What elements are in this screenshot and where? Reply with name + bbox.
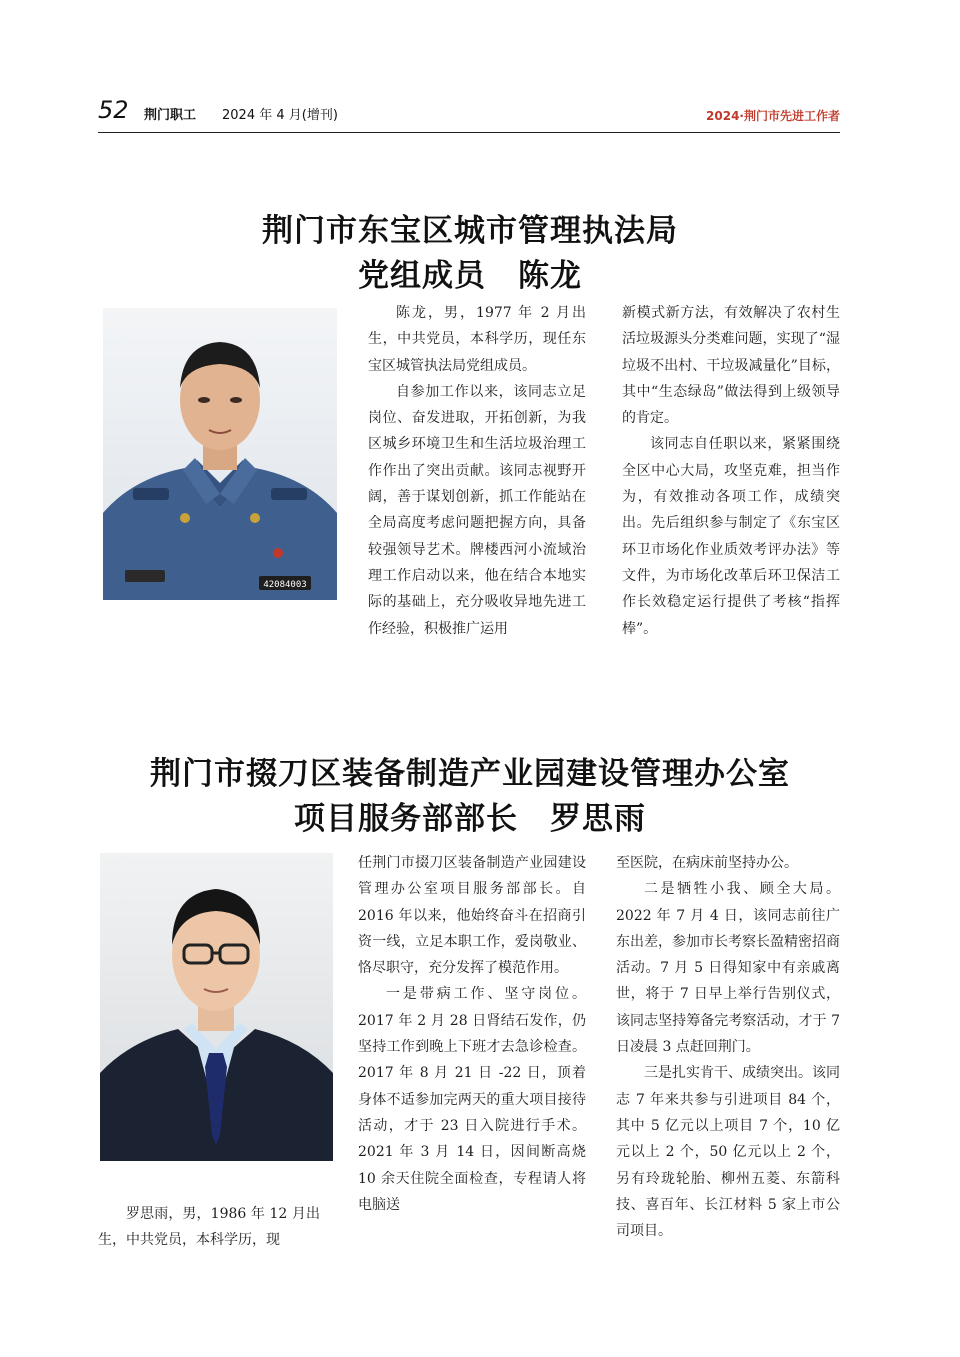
- article1-col2-paragraph2: 该同志自任职以来，紧紧围绕全区中心大局，攻坚克难，担当作为，有效推动各项工作，成绩突出。先后组织参与制定了《东宝区环卫市场化作业质效考评办法》等文件，为市场化改革后环卫保洁工作长效稳定运行提供了考核“指挥棒”。: [622, 436, 840, 637]
- article1-column2: [622, 300, 840, 642]
- article2-col1-paragraph1: 任荆门市掇刀区装备制造产业园建设管理办公室项目服务部部长。自 2016 年以来，他始终奋斗在招商引资一线，立足本职工作，爱岗敬业、恪尽职守，充分发挥了模范作用。: [358, 855, 586, 977]
- article2-column1: [358, 850, 586, 1218]
- article1-col1-paragraph1: 陈龙，男，1977 年 2 月出生，中共党员，本科学历，现任东宝区城管执法局党组成员。: [368, 305, 586, 374]
- badge-number: 42084003: [263, 580, 307, 590]
- issue-label: 2024 年 4 月(增刊): [222, 108, 338, 123]
- portrait-photo-luo-siyu: [100, 853, 333, 1161]
- article2-column2: [616, 850, 840, 1244]
- portrait-image-1: [103, 308, 337, 600]
- portrait-image-2: [100, 853, 333, 1161]
- article2-left-paragraph1: 罗思雨，男，1986 年 12 月出生，中共党员，本科学历，现: [98, 1206, 320, 1249]
- article1-title-line1: 荆门市东宝区城市管理执法局: [262, 213, 678, 249]
- article2-col1-paragraph2: 一是带病工作、坚守岗位。2017 年 2 月 28 日肾结石发作，仍坚持工作到晚上下班才去急诊检查。2017 年 8 月 21 日 -22 日，顶着身体不适参加完两天的重大项目接待活动，才于 23 日入院进行手术。2021 年 3 月 14 日，因间断高烧 10 余天住院全面检查，专程请人将电脑送: [358, 986, 586, 1213]
- article2-title-line2: 项目服务部部长 罗思雨: [294, 801, 646, 837]
- page-header: [98, 92, 840, 132]
- portrait-photo-chen-long: [103, 308, 337, 600]
- article1-col2-paragraph1: 新模式新方法，有效解决了农村生活垃圾源头分类难问题，实现了“湿垃圾不出村、干垃圾减量化”目标，其中“生态绿岛”做法得到上级领导的肯定。: [622, 305, 840, 427]
- article1-title-line2: 党组成员 陈龙: [358, 258, 582, 294]
- article2-col2-paragraph1: 至医院，在病床前坚持办公。: [616, 855, 798, 871]
- article2-col2-paragraph2: 二是牺牲小我、顾全大局。2022 年 7 月 4 日，该同志前往广东出差，参加市长考察长盈精密招商活动。7 月 5 日得知家中有亲戚离世，将于 7 日早上举行告别仪式，该同志坚持筹备完考察活动，才于 7 日凌晨 3 点赶回荆门。: [616, 881, 840, 1056]
- section-tag: 2024·荆门市先进工作者: [706, 109, 840, 123]
- article1-column1: [368, 300, 586, 642]
- article1-col1-paragraph2: 自参加工作以来，该同志立足岗位、奋发进取，开拓创新，为我区城乡环境卫生和生活垃圾治理工作作出了突出贡献。该同志视野开阔，善于谋划创新，抓工作能站在全局高度考虑问题把握方向，具备较强领导艺术。牌楼西河小流域治理工作启动以来，他在结合本地实际的基础上，充分吸收异地先进工作经验，积极推广运用: [368, 383, 586, 637]
- article2-title-line1: 荆门市掇刀区装备制造产业园建设管理办公室: [150, 756, 790, 792]
- header-divider: [98, 132, 840, 133]
- journal-name: 荆门职工: [144, 108, 197, 123]
- page-number: 52: [98, 96, 129, 124]
- article2-col2-paragraph3: 三是扎实肯干、成绩突出。该同志 7 年来共参与引进项目 84 个，其中 5 亿元以上项目 7 个，10 亿元以上 2 个，50 亿元以上 2 个，另有玲珑轮胎、柳州五菱、东箭科技、喜百年、长江材料 5 家上市公司项目。: [616, 1065, 840, 1240]
- article2-left-column: [98, 1201, 320, 1254]
